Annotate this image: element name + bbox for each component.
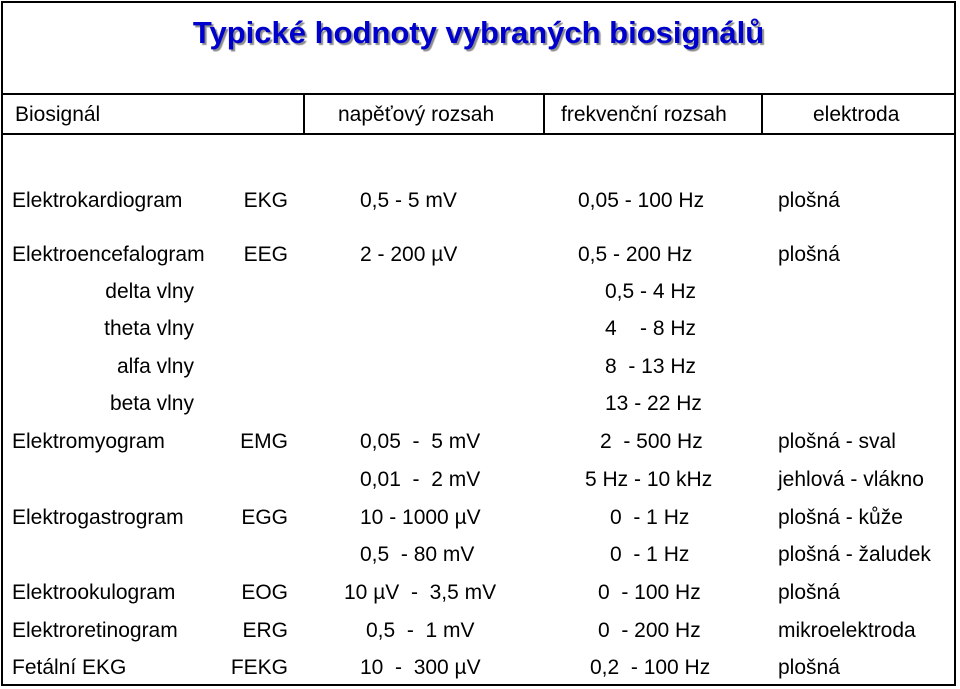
table-row <box>0 277 960 307</box>
table-row <box>0 465 960 495</box>
row-voltage: 2 - 200 µV <box>360 243 458 266</box>
table-row <box>0 389 960 419</box>
row-abbr: FEKG <box>230 656 288 679</box>
row-name: Elektromyogram <box>12 430 165 453</box>
table-row <box>0 352 960 382</box>
row-voltage: 0,05 - 5 mV <box>360 430 481 453</box>
row-frequency: 0 - 200 Hz <box>598 619 701 642</box>
row-voltage: 0,5 - 1 mV <box>366 619 475 642</box>
table-row <box>0 653 960 683</box>
row-electrode: plošná - žaludek <box>778 543 931 566</box>
header-frequency-range: frekvenční rozsah <box>561 103 727 126</box>
row-name: Elektrookulogram <box>12 581 176 604</box>
row-electrode: jehlová - vlákno <box>778 468 924 491</box>
row-abbr: EGG <box>241 506 288 529</box>
table-row <box>0 540 960 570</box>
table-row <box>0 314 960 344</box>
row-frequency: 0 - 1 Hz <box>610 506 690 529</box>
row-frequency: 13 - 22 Hz <box>605 392 702 415</box>
row-name: theta vlny <box>104 317 194 340</box>
header-voltage-range: napěťový rozsah <box>338 103 495 126</box>
row-name: delta vlny <box>105 280 194 303</box>
column-divider <box>761 95 763 133</box>
table-row <box>0 186 960 216</box>
table-header <box>3 95 954 135</box>
row-frequency: 0,5 - 4 Hz <box>605 280 697 303</box>
row-frequency: 0,5 - 200 Hz <box>578 243 693 266</box>
column-divider <box>543 95 545 133</box>
column-divider <box>303 95 305 133</box>
table-row <box>0 616 960 646</box>
table-row <box>0 240 960 270</box>
title-row <box>3 3 954 95</box>
row-abbr: EOG <box>241 581 288 604</box>
row-electrode: plošná <box>778 189 840 212</box>
row-abbr: EMG <box>240 430 288 453</box>
row-voltage: 10 µV - 3,5 mV <box>344 581 497 604</box>
row-frequency: 4 - 8 Hz <box>605 317 697 340</box>
table-row <box>0 427 960 457</box>
row-frequency: 2 - 500 Hz <box>600 430 703 453</box>
row-abbr: EKG <box>243 189 288 212</box>
row-electrode: plošná <box>778 243 840 266</box>
row-frequency: 5 Hz - 10 kHz <box>585 468 713 491</box>
row-frequency: 0,2 - 100 Hz <box>590 656 711 679</box>
row-voltage: 0,01 - 2 mV <box>360 468 481 491</box>
row-electrode: plošná <box>778 656 840 679</box>
row-name: alfa vlny <box>116 355 194 378</box>
table-row <box>0 503 960 533</box>
row-name: beta vlny <box>109 392 194 415</box>
row-abbr: ERG <box>242 619 288 642</box>
row-frequency: 0 - 1 Hz <box>610 543 690 566</box>
header-electrode: elektroda <box>813 103 900 126</box>
row-electrode: plošná - kůže <box>778 506 903 529</box>
row-name: Fetální EKG <box>12 656 127 679</box>
row-electrode: mikroelektroda <box>778 619 916 642</box>
header-biosignal: Biosignál <box>15 103 101 126</box>
row-frequency: 0,05 - 100 Hz <box>578 189 705 212</box>
row-frequency: 8 - 13 Hz <box>605 355 697 378</box>
row-frequency: 0 - 100 Hz <box>598 581 701 604</box>
row-electrode: plošná <box>778 581 840 604</box>
row-name: Elektrogastrogram <box>12 506 184 529</box>
row-voltage: 0,5 - 5 mV <box>360 189 457 212</box>
row-voltage: 10 - 300 µV <box>360 656 481 679</box>
row-name: Elektrokardiogram <box>12 189 183 212</box>
table-row <box>0 578 960 608</box>
row-electrode: plošná - sval <box>778 430 896 453</box>
row-voltage: 0,5 - 80 mV <box>360 543 475 566</box>
row-voltage: 10 - 1000 µV <box>360 506 481 529</box>
row-name: Elektroretinogram <box>12 619 178 642</box>
row-abbr: EEG <box>243 243 288 266</box>
page-title: Typické hodnoty vybraných biosignálů <box>192 15 765 50</box>
row-name: Elektroencefalogram <box>12 243 205 266</box>
